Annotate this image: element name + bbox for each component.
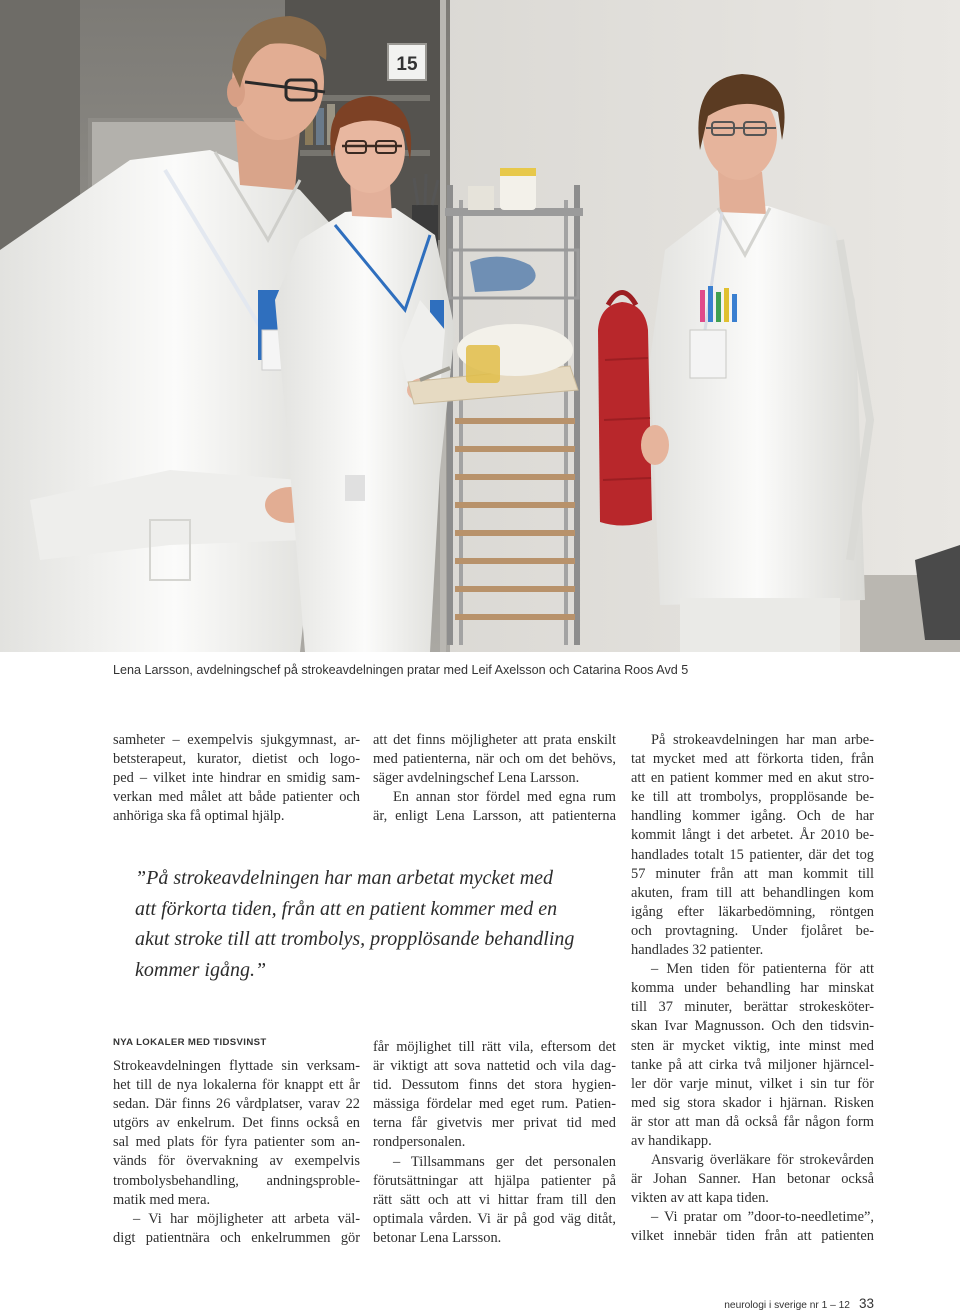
paragraph [113,1210,360,1248]
text-line: är viktigt att sova nattetid och vila dag- [373,1058,616,1075]
text-line: het till de nya lokalerna för knappt ett år [113,1077,360,1094]
text-line: att det finns möjligheter att prata enskilt [373,732,616,748]
column-1-top [113,731,360,826]
publication-name: neurologi i sverige nr 1 – 12 [724,1300,850,1311]
pull-quote-line: kommer igång.” [135,958,267,981]
column-2-top [373,731,616,826]
text-line: rondpersonalen. [373,1134,466,1151]
text-line: digt patientnära och enkelrummen gör [113,1229,360,1246]
page-number: 33 [858,1296,874,1311]
text-line: tanke på att cirka två miljoner hjärncel- [631,1056,874,1073]
text-line: att en patient kommer med en akut stro- [631,770,874,787]
pull-quote-line: att förkorta tiden, från att en patient kommer med en [135,897,558,920]
text-line: tid. Dessutom finns det stora hygien- [373,1077,616,1094]
photo-caption: Lena Larsson, avdelningschef på strokeavdelningen pratar med Leif Axelsson och Catarina Roos Avd 5 [113,663,689,677]
photo [0,0,960,652]
page-footer [724,1296,874,1311]
text-line: handlades 32 patienter. [631,942,764,959]
text-line: ped – vilket inte hindrar en smidig sam- [113,770,360,787]
text-line: ler dör varje minut, vilket i sin tur för [631,1075,874,1092]
text-line: tat mycket med att förkorta tiden, från [631,751,874,768]
text-line: Ansvarig överläkare för strokevården [651,1152,874,1169]
room-number: 15 [396,54,418,75]
text-line: betsterapeut, kurator, dietist och logo- [113,751,360,768]
text-line: terna får givetvis mer privat tid med [373,1115,616,1132]
text-line: trombolysbehandling, andningsproble- [113,1172,360,1189]
paragraph [113,731,360,826]
text-line: till 37 minuter, berättar strokesköter- [631,999,874,1016]
text-line: vilket innebär tiden från att patienten [631,1228,874,1245]
text-line: med sig stora skador i hjärnan. Risken [631,1094,874,1111]
text-line: mässiga fördelar med eget rum. Patien- [373,1096,616,1113]
paragraph [373,1153,616,1248]
section-heading: NYA LOKALER MED TIDSVINST [113,1037,267,1048]
paragraph [631,1208,874,1246]
text-line: sedan. Där finns 26 vårdplatser, varav 22 [113,1096,360,1113]
text-line: handlades totalt 15 patienter, där det tog [631,846,874,863]
column-1-bottom [113,1057,360,1248]
text-line: – Vi pratar om ”door-to-needletime”, [651,1209,874,1226]
text-line: är, enligt Lena Larsson, att patienterna [373,808,616,825]
text-line: vänds för övervakning av exempelvis [113,1153,360,1170]
text-line: komma under behandling har minskat [631,980,874,997]
column-3 [631,731,874,1247]
text-line: handling kommer igång. Och de har [631,808,874,825]
text-line: En annan stor fördel med egna rum [393,789,616,806]
pull-quote-line: ”På strokeavdelningen har man arbetat mycket med [135,867,554,889]
paragraph [373,1038,616,1153]
text-line: matik med mera. [113,1191,211,1208]
text-line: får möjlighet till rätt vila, eftersom det [373,1039,616,1055]
text-line: med patienterna, när och om det behövs, [373,751,616,768]
text-line: akuten, fram till att behandlingen kom [631,884,874,901]
text-line: verkan med målet att både patienter och [113,789,360,806]
text-line: betonar Lena Larsson. [373,1229,502,1246]
text-line: sten är mycket viktig, inte minst med [631,1037,874,1054]
red-bag [598,293,652,526]
text-line: anhöriga ska få optimal hjälp. [113,808,285,825]
text-line: vikten av att kapa tiden. [631,1190,769,1207]
text-line: optimala vården. Vi är på god väg ditåt, [373,1210,616,1227]
paragraph [631,1151,874,1208]
text-line: och provtagning. Under fjolåret be- [631,922,874,939]
text-line: – Men tiden för patienterna för att [651,961,874,978]
paragraph [113,1057,360,1210]
text-line: igång efter läkarbedömning, röntgen [631,903,874,920]
paragraph [373,731,616,788]
text-line: skan Ivar Magnusson. Och den tidsvin- [631,1018,874,1035]
text-line: På strokeavdelningen har man arbe- [651,732,874,748]
text-line: – Vi har möjligheter att arbeta väl- [133,1210,360,1227]
room-number-sign [388,44,426,80]
text-line: utgörs av enkelrum. Det finns också en [113,1115,360,1132]
text-line: av handikapp. [631,1132,712,1149]
text-line: är stor att man då också får någon form [631,1113,874,1130]
pull-quote-line: akut stroke till att trombolys, propplösande behandling [135,928,575,951]
text-line: förutsättningar att hjälpa patienter på [373,1172,616,1189]
text-line: – Tillsammans ger det personalen [393,1153,616,1170]
column-2-bottom [373,1038,616,1248]
text-line: är Johan Sanner. Han betonar också [631,1171,874,1188]
text-line: sal med plats för fyra patienter som an- [113,1134,360,1151]
paragraph [631,731,874,960]
paragraph [631,960,874,1151]
text-line: rätt sätt och att vi hittar fram till den [373,1191,616,1208]
text-line: kommit långt i det arbetet. År 2010 be- [631,827,874,844]
text-line: ke till att trombolys, propplösande be- [631,789,874,806]
text-line: 57 minuter från att man kommit till [631,865,874,882]
text-line: säger avdelningschef Lena Larsson. [373,770,580,787]
text-line: samheter – exempelvis sjukgymnast, ar- [113,732,360,748]
paragraph [373,788,616,826]
pull-quote [135,863,605,985]
text-line: Strokeavdelningen flyttade sin verksam- [113,1058,360,1074]
